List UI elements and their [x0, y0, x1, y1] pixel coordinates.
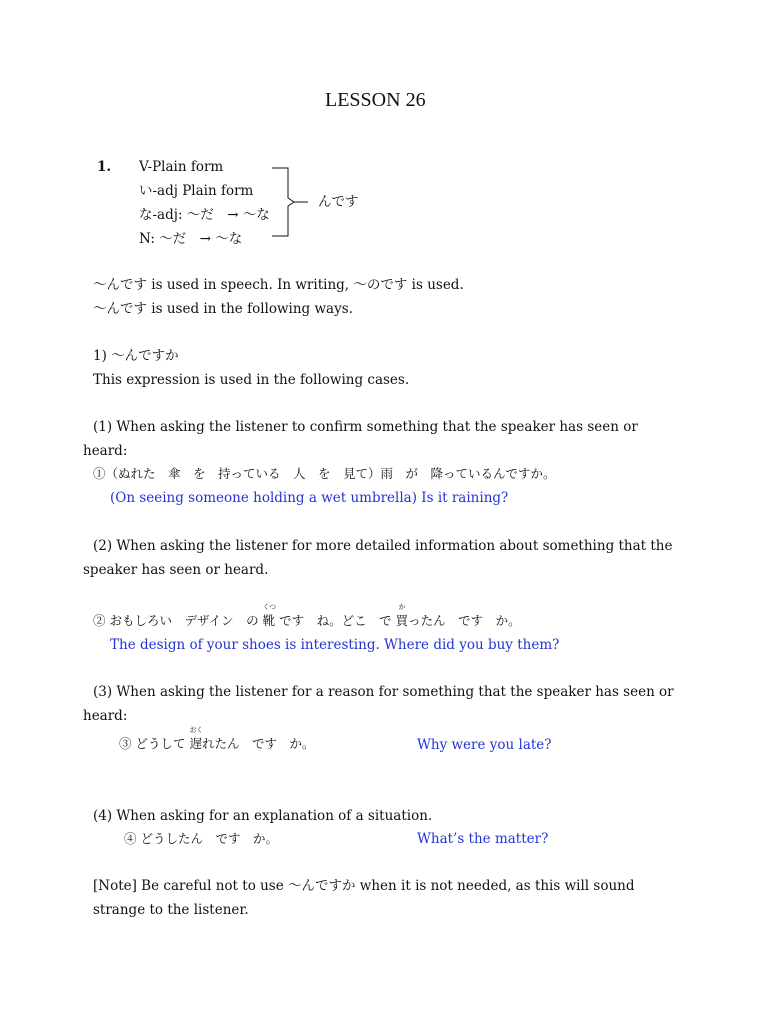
case4-translation: What’s the matter? — [417, 831, 549, 847]
case3-example-part-a: ③ どうして — [119, 736, 186, 751]
kanji-late: おく 遅 — [189, 726, 203, 751]
case3-example-part-b: れたん です か。 — [201, 736, 315, 751]
target-form: んです — [318, 194, 359, 210]
case3-text-line-2: heard: — [83, 708, 128, 724]
kanji-shoes: くつ 靴 — [262, 603, 276, 628]
case3-example — [119, 726, 315, 753]
kanji-buy: か 買 — [395, 603, 409, 628]
form-noun: N: ～だ → ～な — [139, 231, 243, 247]
intro-line-1: ～んです is used in speech. In writing, ～のです is used. — [93, 277, 464, 293]
ruby-shoes: くつ — [262, 603, 276, 611]
form-na-adj: な-adj: ～だ → ～な — [139, 207, 270, 223]
case1-text-line-2: heard: — [83, 443, 128, 459]
intro-line-2: ～んです is used in the following ways. — [93, 301, 353, 317]
case2-text-line-2: speaker has seen or heard. — [83, 562, 269, 578]
section-number: 1. — [97, 159, 112, 175]
case2-example-part-b: です ね。どこ で — [279, 613, 392, 628]
brace-icon — [270, 164, 320, 244]
case4-text: (4) When asking for an explanation of a situation. — [93, 808, 433, 824]
case2-example-part-a: ② おもしろい デザイン の — [93, 613, 259, 628]
subsection-description: This expression is used in the following cases. — [93, 372, 410, 388]
case2-translation: The design of your shoes is interesting. Where did you buy them? — [110, 637, 560, 653]
subsection-heading: 1) ～んですか — [93, 348, 179, 364]
case2-example — [93, 603, 521, 630]
case2-example-part-c: ったん です か。 — [408, 613, 521, 628]
note-line-2: strange to the listener. — [93, 902, 249, 918]
page-title: LESSON 26 — [325, 89, 426, 111]
case4-example: ④ どうしたん です か。 — [124, 831, 278, 846]
ruby-late: おく — [189, 726, 203, 734]
case1-example: ①（ぬれた 傘 を 持っている 人 を 見て）雨 が 降っているんですか。 — [93, 466, 556, 481]
form-i-adj: い-adj Plain form — [139, 183, 254, 199]
case1-translation: (On seeing someone holding a wet umbrella) Is it raining? — [110, 490, 509, 506]
case3-text-line-1: (3) When asking the listener for a reason for something that the speaker has seen or — [93, 684, 674, 700]
form-v-plain: V-Plain form — [139, 159, 224, 175]
case2-text-line-1: (2) When asking the listener for more detailed information about something that the — [93, 538, 673, 554]
ruby-buy: か — [398, 603, 406, 611]
case1-text-line-1: (1) When asking the listener to confirm something that the speaker has seen or — [93, 419, 638, 435]
case3-translation: Why were you late? — [417, 737, 552, 753]
note-line-1: [Note] Be careful not to use ～んですか when it is not needed, as this will sound — [93, 878, 635, 894]
